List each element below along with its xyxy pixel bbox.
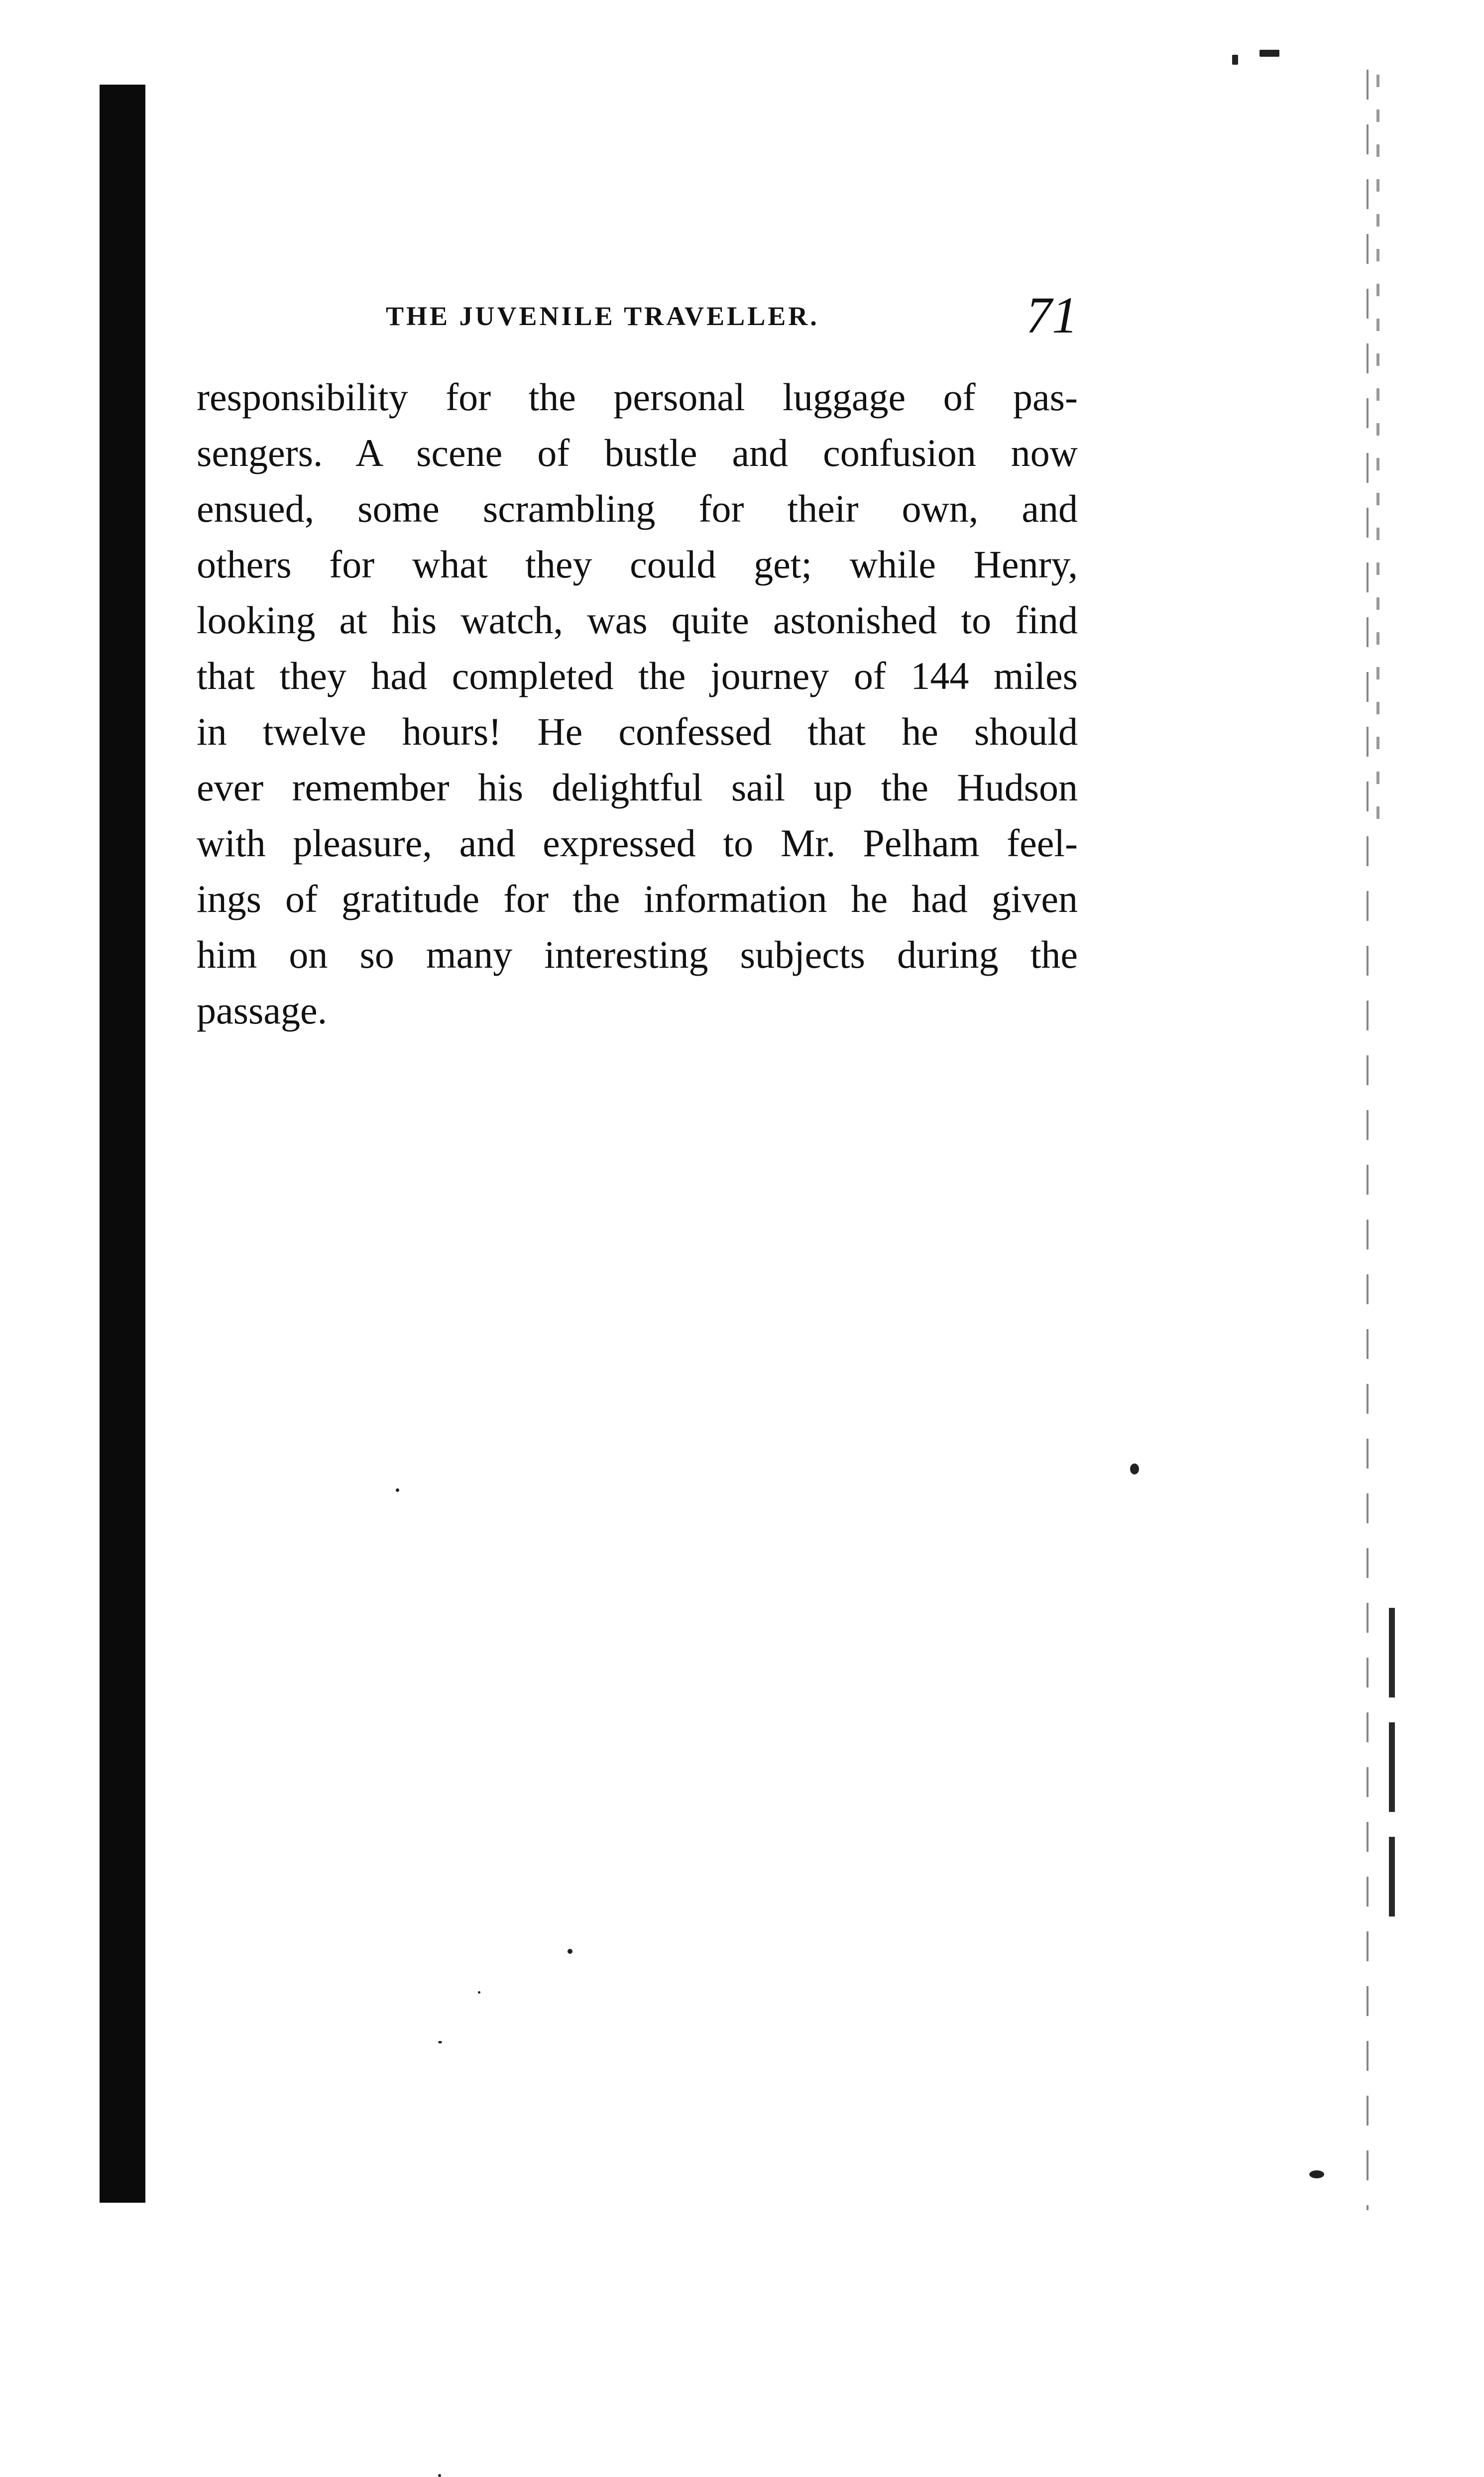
page-number: 71 <box>1026 287 1078 344</box>
scan-edge <box>1389 1608 1395 1916</box>
text-line: ings of gratitude for the information he had given <box>197 877 1078 920</box>
text-line: that they had completed the journey of 144 miles <box>197 654 1078 697</box>
scan-speck <box>438 2474 441 2477</box>
scan-edge <box>1376 75 1379 821</box>
text-line: looking at his watch, was quite astonished to find <box>197 598 1078 642</box>
scan-edge <box>1367 70 1369 2210</box>
binding-gutter <box>100 85 145 2203</box>
scan-speck <box>568 1949 572 1954</box>
text-line: with pleasure, and expressed to Mr. Pelham feel- <box>197 821 1078 865</box>
scan-speck <box>1309 2170 1324 2178</box>
scan-speck <box>1259 50 1279 57</box>
scan-speck <box>478 1991 480 1994</box>
text-line: responsibility for the personal luggage of pas- <box>197 375 1078 419</box>
text-line: sengers. A scene of bustle and confusion now <box>197 431 1078 474</box>
scan-speck <box>1130 1464 1139 1474</box>
scan-speck <box>1232 55 1238 65</box>
text-line: ensued, some scrambling for their own, and <box>197 487 1078 530</box>
scan-speck <box>438 2041 442 2043</box>
text-line: him on so many interesting subjects during the <box>197 933 1078 976</box>
body-text <box>197 369 1078 1038</box>
text-line: passage. <box>197 989 328 1032</box>
text-line: ever remember his delightful sail up the Hudson <box>197 766 1078 809</box>
running-title: THE JUVENILE TRAVELLER. <box>386 301 819 331</box>
text-line: in twelve hours! He confessed that he should <box>197 710 1078 753</box>
scan-speck <box>396 1488 399 1492</box>
text-line: others for what they could get; while Henry, <box>197 543 1078 586</box>
running-head <box>197 286 1078 344</box>
